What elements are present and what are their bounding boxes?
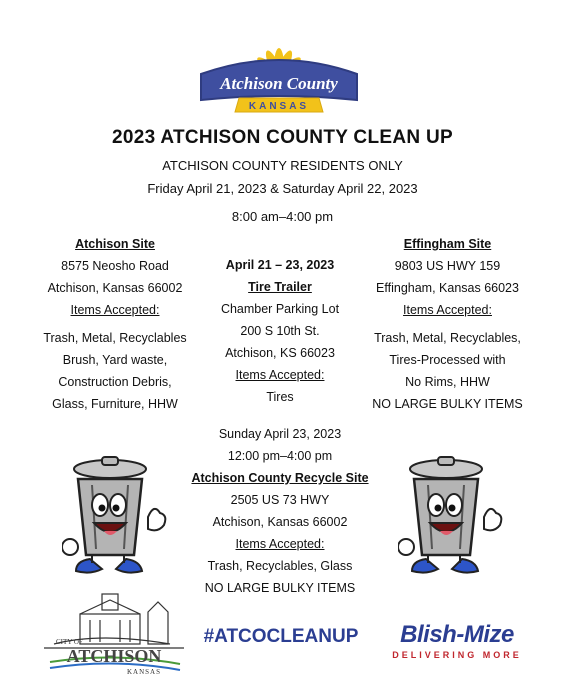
sunday-hours: 12:00 pm–4:00 pm [227,449,333,463]
city-logo-top: CITY OF [56,638,83,646]
sponsor-name: Blish-Mize [400,621,514,648]
recycle-site-address2: Atchison, Kansas 66002 [212,515,348,529]
city-of-atchison-logo [40,592,188,680]
hashtag: #ATCOCLEANUP [203,626,359,647]
effingham-site-address1: 9803 US HWY 159 [394,259,501,273]
atchison-site-item: Brush, Yard waste, [62,353,168,367]
trash-can-mascot-left [62,455,174,583]
atchison-site-heading: Atchison Site [75,237,155,251]
sponsor-tagline: DELIVERING MORE [392,650,522,660]
blish-mize-logo [372,622,542,662]
effingham-site-heading: Effingham Site [403,237,492,251]
logo-main-text: Atchison County [220,74,338,93]
logo-sub-text: KANSAS [248,101,310,112]
tire-trailer-address3: Atchison, KS 66023 [225,346,335,360]
effingham-site-address2: Effingham, Kansas 66023 [376,281,519,295]
recycle-site-item: NO LARGE BULKY ITEMS [204,581,356,595]
tire-trailer-item: Tires [266,390,294,404]
effingham-site-item: NO LARGE BULKY ITEMS [372,397,523,411]
tire-trailer-section [188,254,372,408]
effingham-site-item: Trash, Metal, Recyclables, [374,331,521,345]
atchison-site-item: Construction Debris, [58,375,172,389]
recycle-site-heading: Atchison County Recycle Site [191,471,369,485]
tire-trailer-address1: Chamber Parking Lot [220,302,340,316]
atchison-site-item: Trash, Metal, Recyclables [43,331,187,345]
city-logo-main: ATCHISON [66,646,162,666]
atchison-site-items-label: Items Accepted: [70,303,160,317]
sunday-date: Sunday April 23, 2023 [218,427,342,441]
effingham-site-item: No Rims, HHW [405,375,490,389]
atchison-site-section [20,233,210,415]
effingham-site-items-label: Items Accepted: [403,303,492,317]
atchison-site-address2: Atchison, Kansas 66002 [47,281,183,295]
recycle-site-item: Trash, Recyclables, Glass [207,559,353,573]
residents-notice: ATCHISON COUNTY RESIDENTS ONLY [162,158,403,173]
atchison-site-address1: 8575 Neosho Road [61,259,169,273]
trash-can-mascot-right [398,455,510,583]
tire-trailer-dates: April 21 – 23, 2023 [225,258,335,272]
sunday-section [170,423,390,599]
city-logo-sub: KANSAS [126,668,162,676]
event-hours: 8:00 am–4:00 pm [231,209,334,224]
atchison-site-item: Glass, Furniture, HHW [52,397,178,411]
effingham-site-item: Tires-Processed with [389,353,506,367]
recycle-site-address1: 2505 US 73 HWY [230,493,330,507]
recycle-site-items-label: Items Accepted: [235,537,325,551]
atchison-county-logo [195,36,363,118]
page-title: 2023 ATCHISON COUNTY CLEAN UP [112,127,453,148]
effingham-site-section [350,233,545,415]
tire-trailer-address2: 200 S 10th St. [240,324,320,338]
event-dates: Friday April 21, 2023 & Saturday April 22, 2023 [147,181,418,196]
tire-trailer-heading: Tire Trailer [248,280,312,294]
tire-trailer-items-label: Items Accepted: [235,368,325,382]
